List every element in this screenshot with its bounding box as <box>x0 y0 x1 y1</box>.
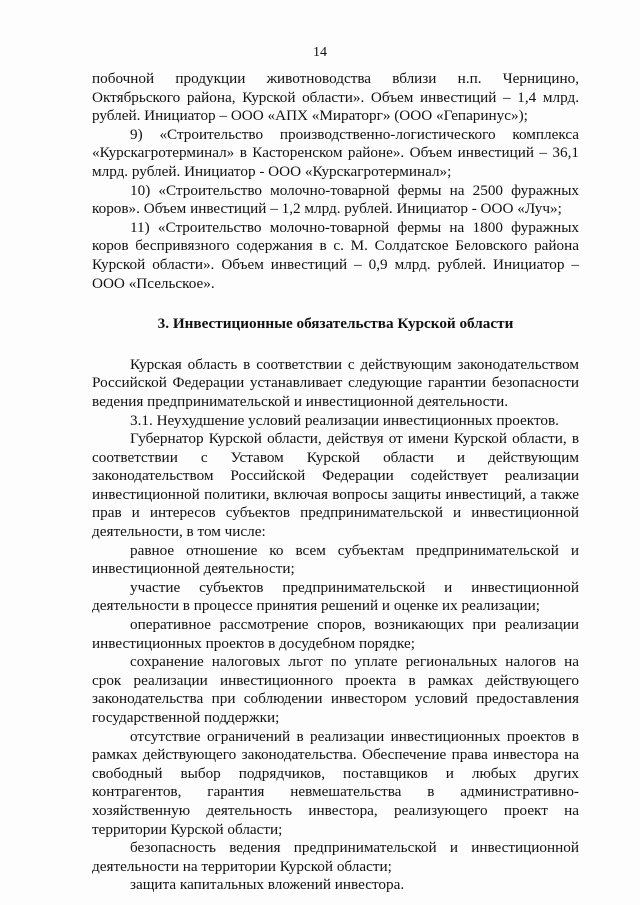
subsection-heading: 3.1. Неухудшение условий реализации инвестиционных проектов. <box>130 411 559 429</box>
paragraph-continuation: побочной продукции животноводства вблизи н.п. Черницино, Октябрьского района, Курской области». Объем инвестиций – 1,4 млрд. рублей. Инициатор – ООО «АПХ «Мираторг» (ООО «Гепаринус»); <box>92 70 579 125</box>
guarantee-item: оперативное рассмотрение споров, возникающих при реализации инвестиционных проектов в досудебном порядке; <box>92 616 579 652</box>
guarantee-item: равное отношение ко всем субъектам предпринимательской и инвестиционной деятельности; <box>92 541 579 578</box>
guarantee-item: участие субъектов предпринимательской и инвестиционной деятельности в процессе принятия решений и оценке их реализации; <box>92 578 579 615</box>
paragraph-governor: Губернатор Курской области, действуя от имени Курской области, в соответствии с Уставом Курской области и действующим законодательством Российской Федерации содействует реализации инвестиционной политики, включая вопросы защиты инвестиций, а также прав и интересов субъектов предпринимательской и инвестиционной деятельности, в том числе: <box>92 430 579 541</box>
list-item-9: 9) «Строительство производственно-логистического комплекса «Курскагротерминал» в Касторенском районе». Объем инвестиций – 36,1 млрд. рублей. Инициатор - ООО «Курскагротерминал»; <box>92 125 579 180</box>
guarantee-item: безопасность ведения предпринимательской и инвестиционной деятельности на территории Курской области; <box>92 839 579 875</box>
list-item-11: 11) «Строительство молочно-товарной фермы на 1800 фуражных коров беспривязного содержания в с. М. Солдатское Беловского района Курской области». Объем инвестиций – 0,9 млрд. рублей. Инициатор – ООО «Псельское». <box>92 218 579 292</box>
document-body <box>92 70 579 895</box>
guarantee-item: отсутствие ограничений в реализации инвестиционных проектов в рамках действующего законодательства. Обеспечение права инвестора на свободный выбор подрядчиков, поставщиков и любых других контрагентов, гарантия невмешательства в административно-хозяйственную деятельность инвестора, реализующего проект на территории Курской области; <box>92 727 579 838</box>
list-item-10: 10) «Строительство молочно-товарной фермы на 2500 фуражных коров». Объем инвестиций – 1,2 млрд. рублей. Инициатор - ООО «Луч»; <box>92 181 579 218</box>
guarantee-item: сохранение налоговых льгот по уплате региональных налогов на срок реализации инвестиционного проекта в рамках действующего законодательства при соблюдении инвестором условий предоставления государственной поддержки; <box>92 653 579 726</box>
page-number: 14 <box>313 45 327 60</box>
guarantee-item: защита капитальных вложений инвестора. <box>130 876 405 894</box>
section-heading: 3. Инвестиционные обязательства Курской области <box>157 315 514 333</box>
paragraph-intro: Курская область в соответствии с действующим законодательством Российской Федерации устанавливает следующие гарантии безопасности ведения предпринимательской и инвестиционной деятельности. <box>92 355 579 410</box>
